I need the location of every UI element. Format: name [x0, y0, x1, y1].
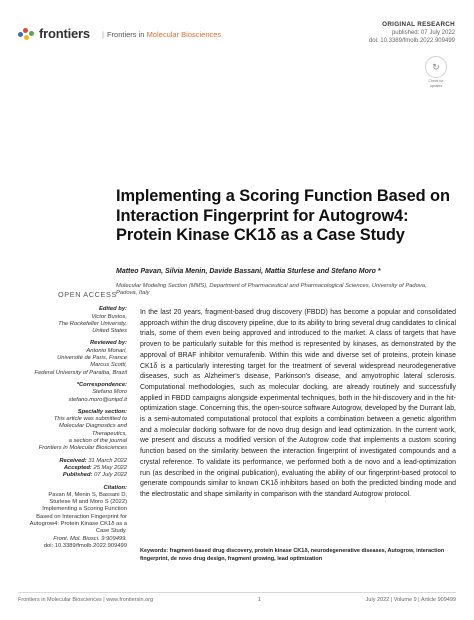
correspondence-name: Stefano Moro: [92, 389, 127, 396]
dates-block: [18, 458, 127, 480]
keywords-label: Keywords:: [140, 548, 169, 554]
reviewed-by-label: Reviewed by:: [89, 340, 127, 347]
specialty-label: Specialty section:: [77, 408, 127, 415]
accepted-date: Accepted: 25 May 2022: [63, 464, 127, 471]
journal-prefix: Frontiers in: [106, 30, 145, 39]
edited-by-label: Edited by:: [98, 306, 127, 313]
citation-line: Pavan M, Menin S, Bassani D,: [48, 491, 127, 498]
published-date-sidebar: Published: 07 July 2022: [62, 472, 127, 479]
keywords: [140, 548, 456, 563]
correspondence-block: [18, 382, 127, 404]
editor-line: United States: [92, 328, 127, 335]
article-meta: [369, 21, 455, 45]
keywords-list: fragment-based drug discovery, protein kinase CK1δ, neurodegenerative diseases, Autogrow, interaction fingerprint, de novo drug design, fragment growing, lead optimization: [140, 548, 445, 562]
page-footer: [18, 592, 456, 603]
edited-by-block: [18, 306, 127, 335]
author-list: Matteo Pavan, Silvia Menin, Davide Bassani, Mattia Sturlese and Stefano Moro *: [116, 268, 381, 275]
article-type: ORIGINAL RESEARCH: [382, 21, 455, 28]
citation-block: [18, 485, 127, 551]
specialty-line: Molecular Diagnostics and: [59, 423, 127, 430]
check-for-updates-button[interactable]: [425, 56, 447, 88]
citation-journal: Front. Mol. Biosci. 9:909499.: [53, 535, 127, 542]
article-doi[interactable]: doi: 10.3389/fmolb.2022.909499: [368, 38, 455, 44]
divider: |: [102, 30, 104, 39]
affiliation: Molecular Modeling Section (MMS), Department of Pharmaceutical and Pharmacological Sciences, University of Padova, Padova, Italy: [116, 283, 427, 297]
specialty-line: Frontiers in Molecular Biosciences: [38, 445, 127, 452]
abstract-text: In the last 20 years, fragment-based drug discovery (FBDD) has become a popular and consolidated approach within the drug discovery pipeline, due to its ability to bring several drug candidates to clinical trials, some of them even being approved and introduced to the market. A class of targets that have proven to be particularly suitable for this method is represented by kinases, as demonstrated by the approval of BRAF inhibitor vemurafenib. Within this wide and diverse set of proteins, protein kinase CK1δ is a particularly interesting target for the treatment of several widespread neurodegenerative diseases, such as Alzheimer's disease, Parkinson's disease, and amyotrophic lateral sclerosis. Computational methodologies, such as molecular docking, are already routinely and successfully applied in FBDD campaigns alongside experimental techniques, both in the hit-discovery and in the hit-optimization stage. Concerning this, the open-source software Autogrow, developed by the Durrant lab, is a semi-automated computational protocol that exploits a combination between a genetic algorithm and a molecular docking software for de novo drug design and lead optimization. In the current work, we present and discuss a modified version of the Autogrow code that implements a custom scoring function based on the similarity between the interaction fingerprint of investigated compounds and a crystal reference. To validate its performance, we performed both a de novo and a lead-optimization run (as described in the original publication), evaluating the ability of our fingerprint-based protocol to generate compounds similar to known CK1δ inhibitors based on both the predicted binding mode and the electrostatic and shape similarity in comparison with the standard Autogrow protocol.: [140, 309, 456, 498]
citation-line: Autogrow4: Protein Kinase CK1δ as a: [29, 521, 127, 528]
citation-line: Based on Interaction Fingerprint for: [36, 513, 127, 520]
specialty-line: Therapeutics,: [91, 430, 127, 437]
brand-name: frontiers: [39, 26, 90, 41]
footer-journal[interactable]: Frontiers in Molecular Biosciences | www.frontiersin.org: [18, 597, 154, 603]
reviewer-line: Federal University of Paraiba, Brazil: [34, 369, 127, 376]
footer-issue: July 2022 | Volume 9 | Article 909499: [365, 597, 456, 603]
citation-line: Implementing a Scoring Function: [42, 506, 127, 513]
citation-label: Citation:: [103, 484, 127, 491]
page-number: 1: [257, 597, 261, 603]
reviewer-line: Université de Paris, France: [57, 355, 127, 362]
correspondence-email[interactable]: stefano.moro@unipd.it: [68, 396, 127, 403]
editor-line: The Rockefeller University,: [58, 320, 127, 327]
specialty-block: [18, 409, 127, 453]
article-sidebar: [18, 291, 127, 555]
citation-doi[interactable]: doi: 10.3389/fmolb.2022.909499: [43, 542, 127, 549]
published-date: published: 07 July 2022: [391, 30, 455, 36]
journal-title: Molecular Biosciences: [146, 30, 222, 39]
citation-line: Case Study.: [95, 528, 127, 535]
reviewer-line: Marcus Scotti,: [90, 362, 127, 369]
specialty-line: a section of the journal: [68, 438, 127, 445]
received-date: Received: 31 March 2022: [59, 457, 127, 464]
reviewer-line: Antonio Monari,: [86, 347, 127, 354]
check-for-updates-icon: ↻: [425, 56, 447, 78]
updates-label-2: updates: [429, 84, 443, 88]
reviewed-by-block: [18, 340, 127, 376]
specialty-line: This article was submitted to: [53, 416, 127, 423]
updates-label-1: Check for: [428, 79, 444, 83]
journal-name[interactable]: [99, 30, 221, 39]
frontiers-logo-icon: [18, 27, 35, 41]
open-access-label: OPEN ACCESS: [58, 290, 117, 299]
citation-line: Sturlese M and Moro S (2022): [49, 499, 127, 506]
article-title: Implementing a Scoring Function Based on Interaction Fingerprint for Autogrow4: Protein Kinase CK1δ as a Case Study: [116, 187, 450, 244]
correspondence-label: *Correspondence:: [76, 381, 127, 388]
editor-line: Victor Bustos,: [91, 313, 127, 320]
frontiers-logo[interactable]: [18, 26, 90, 41]
